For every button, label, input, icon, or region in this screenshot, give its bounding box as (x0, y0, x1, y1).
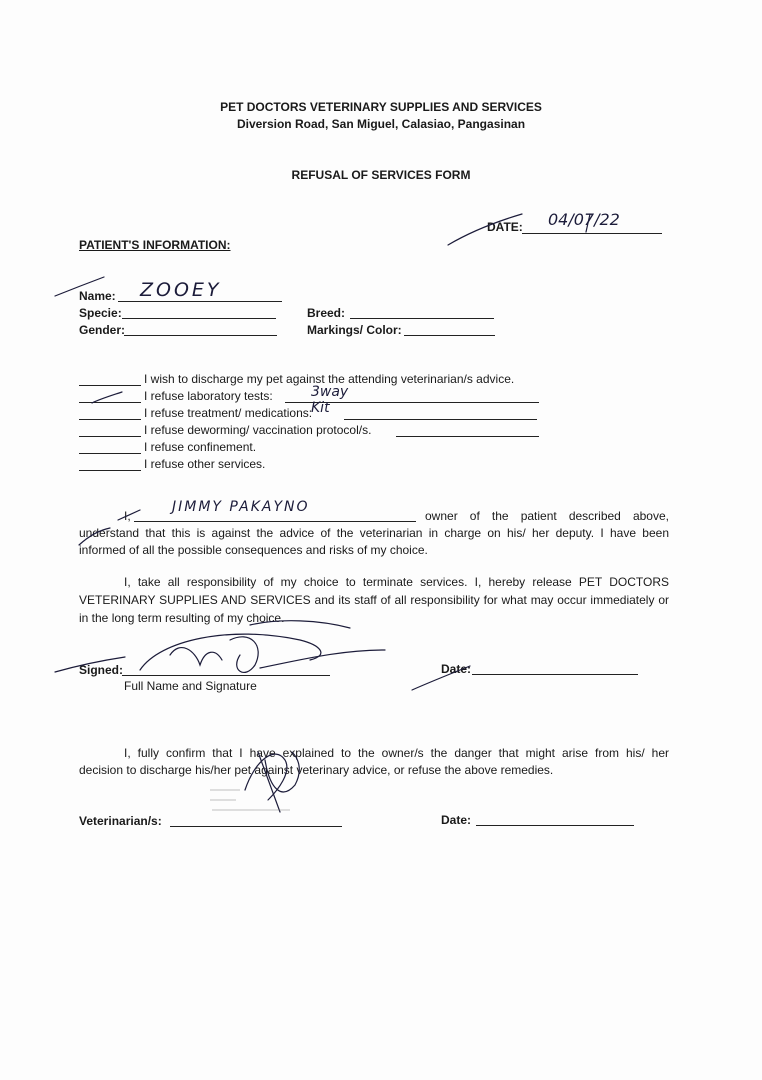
confirm-line: decision to discharge his/her pet against veterinary advice, or refuse the above remedies. (79, 763, 554, 777)
refusal-text: I refuse laboratory tests: (144, 389, 273, 403)
specie-label: Specie: (79, 306, 122, 320)
vet-label: Veterinarian/s: (79, 814, 162, 828)
responsibility-line: in the long term resulting of my choice. (79, 611, 285, 625)
signed-label: Signed: (79, 663, 123, 677)
company-address: Diversion Road, San Miguel, Calasiao, Pangasinan (236, 117, 526, 131)
date-value[interactable]: 04/07/22 (548, 210, 620, 229)
patient-info-heading: PATIENT'S INFORMATION: (79, 238, 231, 252)
owner-prefix: I, (124, 509, 131, 523)
company-name: PET DOCTORS VETERINARY SUPPLIES AND SERVICES (220, 100, 542, 114)
breed-label: Breed: (307, 306, 346, 320)
refusal-text: I wish to discharge my pet against the attending veterinarian/s advice. (144, 372, 515, 386)
markings-label: Markings/ Color: (307, 323, 402, 337)
signature-sublabel: Full Name and Signature (124, 679, 257, 693)
responsibility-line: VETERINARY SUPPLIES AND SERVICES and its staff of all responsibility for what may occur immediately or (79, 593, 669, 607)
refusal-text: I refuse other services. (144, 457, 266, 471)
refusal-text: I refuse confinement. (144, 440, 257, 454)
name-field[interactable]: ZOOEY (140, 279, 222, 301)
owner-name-field[interactable]: JIMMY PAKAYNO (172, 499, 310, 515)
refusal-text: I refuse treatment/ medications: (144, 406, 313, 420)
refusal-detail-value: 3way Kit (311, 384, 349, 416)
confirm-line: I, fully confirm that I have explained to the owner/s the danger that might arise from his/ her (124, 746, 669, 760)
owner-line2: understand that this is against the advice of the veterinarian in charge on his/ her deputy. I have been (79, 526, 669, 540)
responsibility-line: I, take all responsibility of my choice to terminate services. I, hereby release PET DOCTORS (124, 575, 669, 589)
date-label: DATE: (487, 220, 523, 234)
name-label: Name: (79, 289, 116, 303)
owner-line3: informed of all the possible consequences and risks of my choice. (79, 543, 428, 557)
vet-date-label: Date: (441, 813, 472, 827)
owner-line1-end: owner of the patient described above, (425, 509, 669, 523)
refusal-text: I refuse deworming/ vaccination protocol/s. (144, 423, 372, 437)
form-title: REFUSAL OF SERVICES FORM (291, 168, 471, 182)
gender-label: Gender: (79, 323, 126, 337)
signed-date-label: Date: (441, 662, 472, 676)
